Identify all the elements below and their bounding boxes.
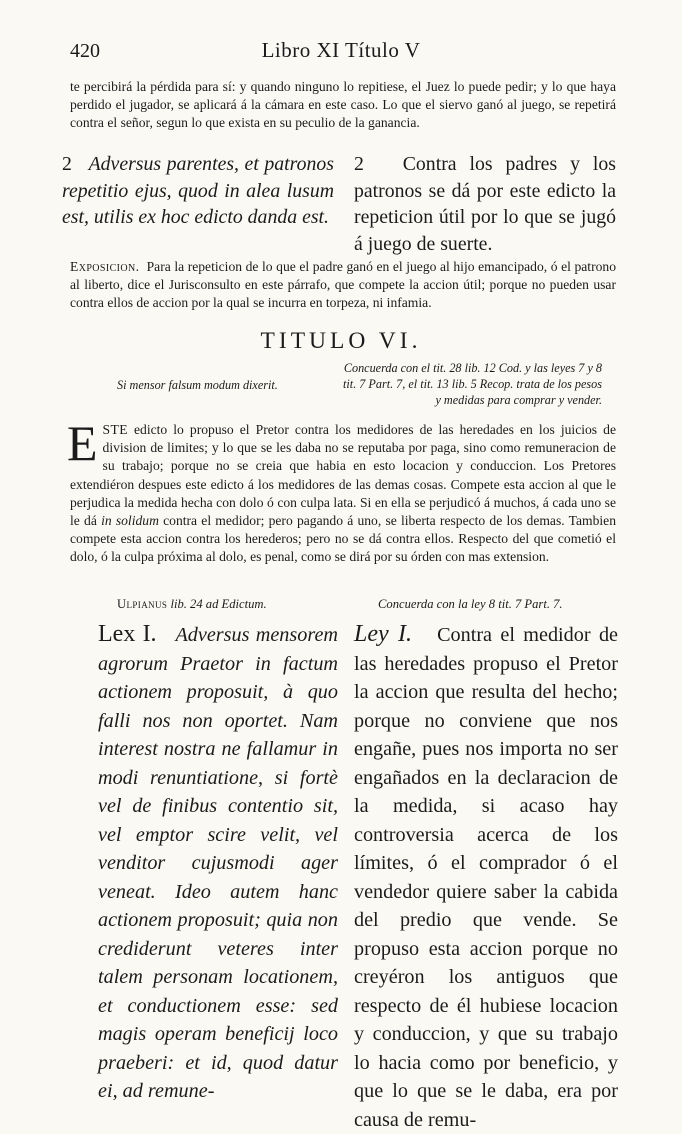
- latin-law-text: [98, 620, 338, 1106]
- page-number: 420: [70, 40, 100, 62]
- law-source-ref: lib. 24 ad Edictum.: [170, 597, 267, 611]
- title-rubric: Si mensor falsum modum dixerit.: [117, 378, 278, 392]
- spanish-paragraph-text: Contra los padres y los patronos se dá por este edicto la repeticion útil por lo que se jugó á juego de suerte.: [354, 153, 616, 255]
- law-source: [117, 597, 267, 612]
- drop-cap: E: [67, 415, 98, 471]
- in-solidum-phrase: in solidum: [101, 513, 159, 529]
- latin-law-lead: Lex I.: [98, 621, 157, 647]
- spanish-law-text: [354, 620, 618, 1134]
- spanish-law-body: Contra el medidor de las heredades propuso el Pretor la accion que resulta del hecho; porque no conviene que nos engañe, pues nos importa no ser engañados en la declaracion de la medida, si acaso hay controversia acerca de los límites, ó el comprador ó el vendedor quiere saber la cabida del predio que vende. Se propuso esta accion porque no creyéron los antiguos que respecto de él hubiese locacion y conduccion, y que su trabajo lo hacia como por beneficio, y que lo que se le daba, era por causa de remu-: [354, 624, 618, 1131]
- commentary-paragraph: [67, 415, 616, 567]
- latin-paragraph-2: [62, 151, 334, 231]
- exposicion-text: Para la repeticion de lo que el padre ganó en el juego al hijo emancipado, ó el patrono al liberto, dice el Jurisconsulto en este párrafo, que compete la accion útil; porque no pueden usar contra ellos de accion por la qual se incurra en torpeza, ni infamia.: [70, 259, 617, 311]
- title-concordance: Concuerda con el tit. 28 lib. 12 Cod. y las leyes 7 y 8 tit. 7 Part. 7, el tit. 13 lib. 5 Recop. trata de los pesos y medidas para comprar y vender.: [343, 361, 602, 407]
- latin-law-body: Adversus mensorem agrorum Praetor in factum actionem proposuit, à quo falli nos non oportet. Nam interest nostra ne fallamur in modi renuntiatione, si fortè vel de finibus contentio sit, vel emptor scire velit, vel venditor cujusmodi ager veneat. Ideo autem hanc actionem proposuit; quia non crediderunt veteres inter talem personam locationem, et conductionem esse: sed magis operam beneficij loco praeberi: et id, quod datur ei, ad remune-: [98, 624, 338, 1102]
- latin-paragraph-number: 2: [62, 153, 72, 175]
- title-heading: TITULO VI.: [260, 328, 422, 354]
- continued-paragraph: te percibirá la pérdida para sí: y quando ninguno lo repitiese, el Juez lo puede pedir; y lo que haya perdido el jugador, se aplicará á la cámara en este caso. Lo que el siervo ganó al juego, se repetirá contra el señor, segun lo que exista en su peculio de la ganancia.: [70, 79, 616, 131]
- commentary-text-after: contra el medidor; pero pagando á uno, se liberta respecto de los demas. Tambien compete esta accion contra los herederos; pero no se dá contra ellos. Respecto del que cometió el dolo, ó la culpa próxima al dolo, es penal, como se dirá por su órden con mas extension.: [70, 513, 616, 565]
- exposicion-paragraph: [70, 258, 616, 313]
- commentary-lead: STE: [102, 422, 128, 437]
- law-concordance: Concuerda con la ley 8 tit. 7 Part. 7.: [378, 597, 563, 611]
- spanish-paragraph-number: 2: [354, 153, 364, 175]
- law-source-name: Ulpianus: [117, 597, 168, 611]
- spanish-law-lead: Ley I.: [354, 621, 412, 647]
- exposicion-label: Exposicion.: [70, 259, 140, 274]
- latin-paragraph-text: Adversus parentes, et patronos repetitio ejus, quod in alea lusum est, utilis ex hoc edicto danda est.: [62, 153, 334, 228]
- running-title: Libro XI Título V: [261, 38, 421, 62]
- spanish-paragraph-2: [354, 151, 616, 257]
- commentary-text-before: edicto lo propuso el Pretor contra los medidores de las heredades en los juicios de division de limites; y lo que se les daba no se reputaba por paga, sino como remuneracion de su trabajo; porque no se creia que habia en esto locacion y conduccion. Los Pretores extendiéron despues este edicto á los medidores de las demas cosas. Compete esta accion al que le perjudica la medida hecha con dolo ó con culpa lata. Si en ella se perjudicó á muchos, á cada uno se le dá: [70, 422, 616, 529]
